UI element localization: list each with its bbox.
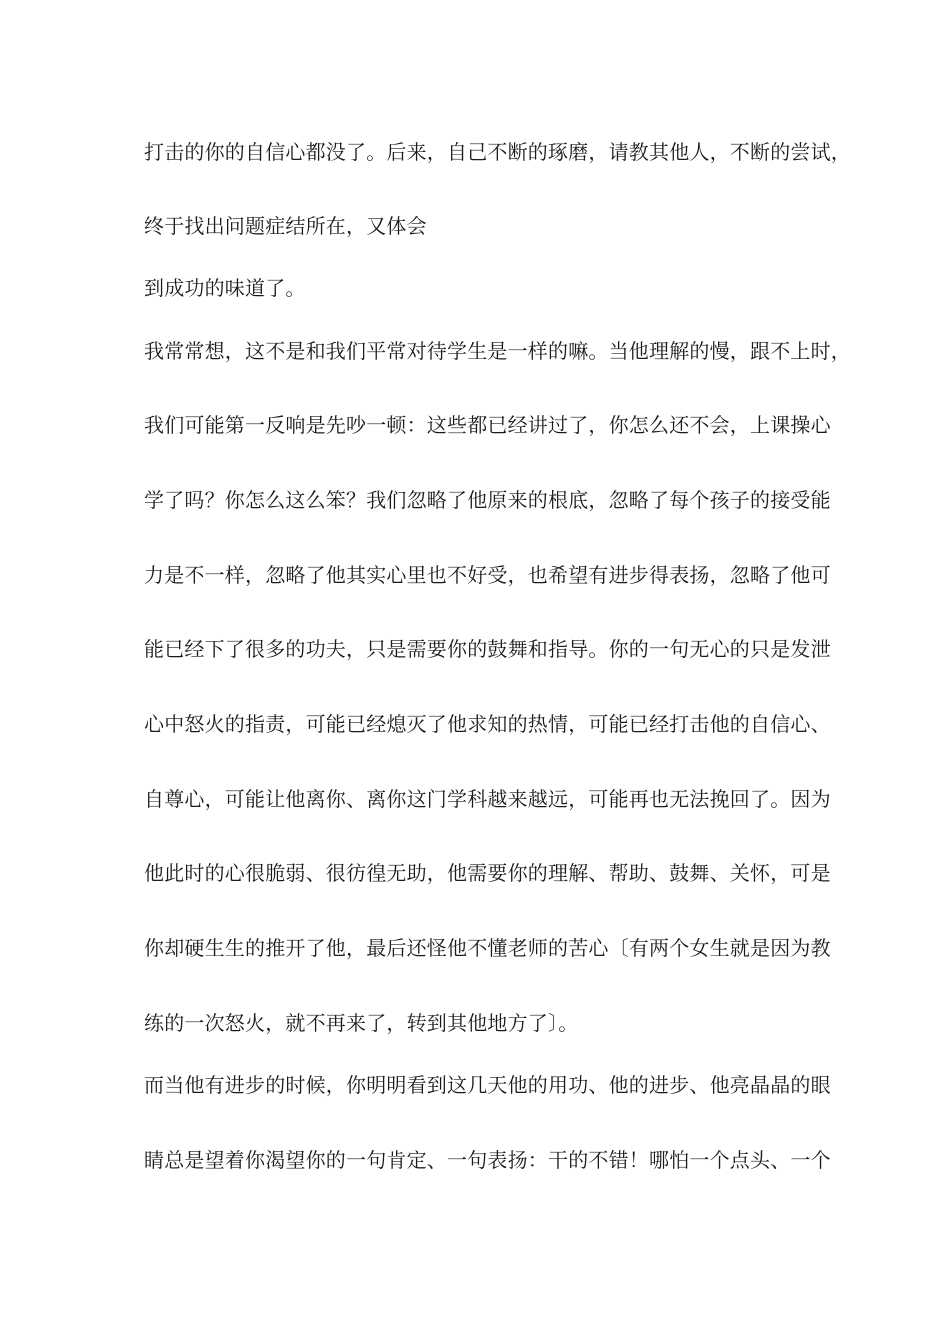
text-line: 终于找出问题症结所在，又体会 [144, 214, 427, 238]
text-line: 心中怒火的指责，可能已经熄灭了他求知的热情，可能已经打击他的自信心、 [144, 712, 831, 736]
text-line: 学了吗？你怎么这么笨？我们忽略了他原来的根底，忽略了每个孩子的接受能 [144, 488, 831, 512]
text-line: 练的一次怒火，就不再来了，转到其他地方了〕。 [144, 1011, 579, 1035]
text-line: 自尊心，可能让他离你、离你这门学科越来越远，可能再也无法挽回了。因为 [144, 787, 831, 811]
text-line: 你却硬生生的推开了他，最后还怪他不懂老师的苦心〔有两个女生就是因为教 [144, 936, 831, 960]
text-line: 睛总是望着你渴望你的一句肯定、一句表扬：干的不错！哪怕一个点头、一个 [144, 1148, 831, 1172]
text-line: 我常常想，这不是和我们平常对待学生是一样的嘛。当他理解的慢，跟不上时， [144, 339, 851, 363]
text-line: 到成功的味道了。 [144, 276, 306, 300]
text-line: 力是不一样，忽略了他其实心里也不好受，也希望有进步得表扬，忽略了他可 [144, 563, 831, 587]
text-line: 他此时的心很脆弱、很彷徨无助，他需要你的理解、帮助、鼓舞、关怀，可是 [144, 861, 831, 885]
text-line: 我们可能第一反响是先吵一顿：这些都已经讲过了，你怎么还不会，上课操心 [144, 413, 831, 437]
text-line: 能已经下了很多的功夫，只是需要你的鼓舞和指导。你的一句无心的只是发泄 [144, 637, 831, 661]
text-line: 打击的你的自信心都没了。后来，自己不断的琢磨，请教其他人，不断的尝试， [144, 140, 851, 164]
text-line: 而当他有进步的时候，你明明看到这几天他的用功、他的进步、他亮晶晶的眼 [144, 1073, 831, 1097]
